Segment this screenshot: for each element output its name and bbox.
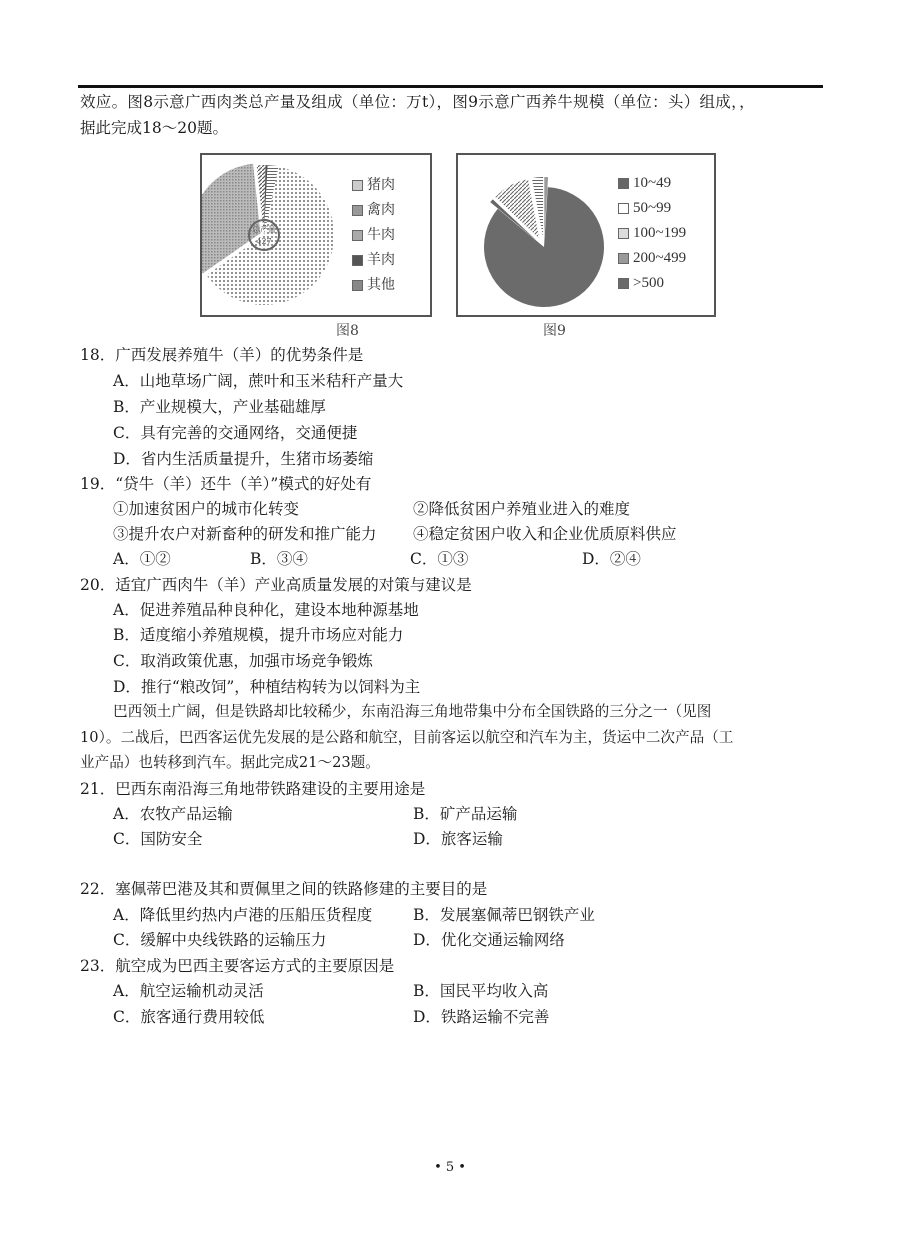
- option-d: D．②④: [582, 550, 641, 568]
- legend-swatch: [352, 230, 363, 241]
- legend-item: 100~199: [618, 221, 686, 246]
- legend-item: 200~499: [618, 246, 686, 271]
- page-number: • 5 •: [434, 1160, 466, 1175]
- intro-line: 据此完成18～20题。: [80, 119, 228, 137]
- legend-swatch: [618, 178, 629, 189]
- option-a: A．①②: [113, 550, 171, 568]
- pie-chart-8: [202, 155, 430, 315]
- legend-swatch: [352, 205, 363, 216]
- option-a: A．航空运输机动灵活: [113, 982, 264, 1000]
- option-d: D．优化交通运输网络: [413, 931, 565, 949]
- passage-line: 业产品）也转移到汽车。据此完成21～23题。: [80, 754, 380, 771]
- legend-swatch: [352, 255, 363, 266]
- option-a: A．降低里约热内卢港的压船压货程度: [113, 906, 373, 924]
- question-22-stem: 22．塞佩蒂巴港及其和贾佩里之间的铁路修建的主要目的是: [80, 880, 488, 898]
- option-c: C．具有完善的交通网络，交通便捷: [113, 424, 358, 442]
- legend-swatch: [352, 280, 363, 291]
- option-c: C．缓解中央线铁路的运输压力: [113, 931, 327, 949]
- header-rule: [78, 85, 823, 88]
- option-b: B．矿产品运输: [413, 805, 518, 823]
- option-c: C．①③: [410, 550, 469, 568]
- intro-line: 效应。图8示意广西肉类总产量及组成（单位：万t），图9示意广西养牛规模（单位：头）组成，，: [80, 93, 755, 111]
- option-c: C．国防安全: [113, 830, 203, 848]
- passage-line: 巴西领土广阔，但是铁路却比较稀少，东南沿海三角地带集中分布全国铁路的三分之一（见图: [113, 703, 712, 720]
- option-b: B．国民平均收入高: [413, 982, 549, 1000]
- legend-item: 牛肉: [352, 223, 395, 248]
- option-b: B．③④: [250, 550, 308, 568]
- legend-swatch: [618, 253, 629, 264]
- question-20-stem: 20．适宜广西肉牛（羊）产业高质量发展的对策与建议是: [80, 576, 472, 594]
- legend-item: 羊肉: [352, 248, 395, 273]
- legend-swatch: [618, 278, 629, 289]
- question-23-stem: 23．航空成为巴西主要客运方式的主要原因是: [80, 957, 395, 975]
- option-a: A．促进养殖品种良种化，建设本地种源基地: [113, 601, 419, 619]
- option-d: D．铁路运输不完善: [413, 1008, 550, 1026]
- option-b: B．发展塞佩蒂巴钢铁产业: [413, 906, 595, 924]
- passage-line: 10）。二战后，巴西客运优先发展的是公路和航空，目前客运以航空和汽车为主，货运中二次产品（工: [80, 729, 734, 746]
- option-a: A．山地草场广阔，蔗叶和玉米秸秆产量大: [113, 372, 404, 390]
- legend-swatch: [618, 203, 629, 214]
- legend-swatch: [352, 180, 363, 191]
- question-19-stem: 19．“贷牛（羊）还牛（羊）”模式的好处有: [80, 475, 372, 493]
- legend-item: 50~99: [618, 196, 686, 221]
- figure-8-caption: 图8: [336, 323, 359, 339]
- legend-swatch: [618, 228, 629, 239]
- figure-8-chart: [200, 153, 432, 317]
- statement-1: ①加速贫困户的城市化转变: [113, 500, 300, 518]
- center-center-label: 总产量: [252, 225, 276, 234]
- center-center-value: 427: [256, 237, 272, 246]
- option-b: B．产业规模大，产业基础雄厚: [113, 398, 326, 416]
- legend-item: 10~49: [618, 171, 686, 196]
- option-d: D．省内生活质量提升，生猪市场萎缩: [113, 450, 374, 468]
- option-d: D．推行“粮改饲”，种植结构转为以饲料为主: [113, 678, 421, 696]
- legend-item: 其他: [352, 273, 395, 298]
- statement-3: ③提升农户对新畜种的研发和推广能力: [113, 525, 377, 543]
- statement-2: ②降低贫困户养殖业进入的难度: [413, 500, 631, 518]
- figure-9-caption: 图9: [543, 323, 566, 339]
- question-18-stem: 18．广西发展养殖牛（羊）的优势条件是: [80, 346, 364, 364]
- option-c: C．取消政策优惠，加强市场竞争锻炼: [113, 652, 373, 670]
- question-21-stem: 21．巴西东南沿海三角地带铁路建设的主要用途是: [80, 780, 426, 798]
- option-a: A．农牧产品运输: [113, 805, 233, 823]
- option-b: B．适度缩小养殖规模，提升市场应对能力: [113, 626, 404, 644]
- legend-item: 猪肉: [352, 173, 395, 198]
- pie-slice->500: [484, 187, 604, 307]
- legend-item: 禽肉: [352, 198, 395, 223]
- legend-item: >500: [618, 271, 686, 296]
- option-c: C．旅客通行费用较低: [113, 1008, 265, 1026]
- option-d: D．旅客运输: [413, 830, 503, 848]
- statement-4: ④稳定贫困户收入和企业优质原料供应: [413, 525, 677, 543]
- figure-9-chart: [456, 153, 716, 317]
